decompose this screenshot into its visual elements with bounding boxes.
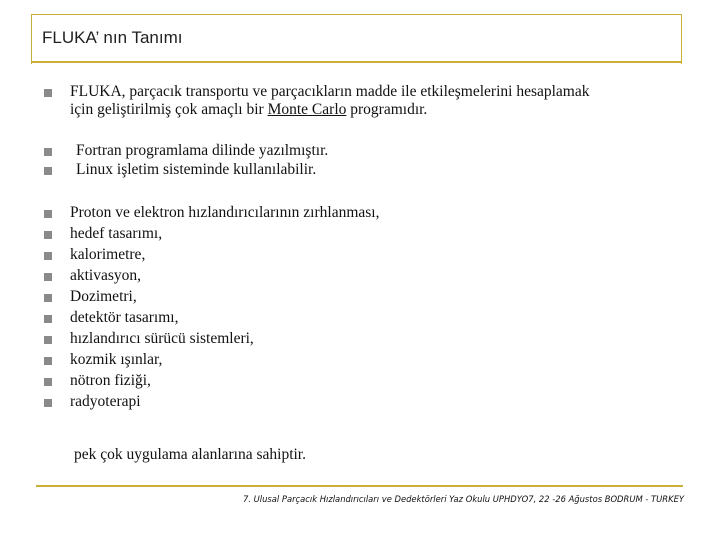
application-item: radyoterapi — [70, 393, 141, 410]
feature-item: Linux işletim sisteminde kullanılabilir. — [76, 161, 317, 178]
frame-right-line — [681, 14, 682, 64]
bullet-square-icon — [44, 315, 52, 323]
bullet-square-icon — [44, 89, 52, 97]
bullet-square-icon — [44, 336, 52, 344]
application-item: hedef tasarımı, — [70, 225, 163, 242]
application-item: Dozimetri, — [70, 288, 137, 305]
application-item: hızlandırıcı sürücü sistemleri, — [70, 330, 254, 347]
footer-text: 7. Ulusal Parçacık Hızlandırıcıları ve Dedektörleri Yaz Okulu UPHDYO7, 22 -26 Ağustos BODRUM - TURKEY — [243, 494, 684, 504]
footer-divider — [36, 485, 683, 487]
bullet-square-icon — [44, 231, 52, 239]
bullet-square-icon — [44, 210, 52, 218]
frame-top-line — [31, 14, 681, 15]
closing-text: pek çok uygulama alanlarına sahiptir. — [74, 446, 306, 463]
monte-carlo-link[interactable]: Monte Carlo — [267, 101, 347, 118]
bullet-square-icon — [44, 399, 52, 407]
application-item: nötron fiziği, — [70, 372, 151, 389]
application-item: kozmik ışınlar, — [70, 351, 163, 368]
intro-line-2-start: için geliştirilmiş çok amaçlı bir — [70, 101, 268, 118]
bullet-square-icon — [44, 378, 52, 386]
bullet-square-icon — [44, 294, 52, 302]
application-item: detektör tasarımı, — [70, 309, 179, 326]
application-item: aktivasyon, — [70, 267, 142, 284]
intro-line-1: FLUKA, parçacık transportu ve parçacıkların madde ile etkileşmelerini hesaplamak — [70, 83, 590, 100]
intro-line-2-end: programıdır. — [346, 101, 428, 118]
intro-line-2 — [70, 101, 427, 119]
bullet-square-icon — [44, 252, 52, 260]
slide-title: FLUKA’ nın Tanımı — [42, 28, 183, 47]
title-divider — [31, 61, 682, 63]
application-item: kalorimetre, — [70, 246, 146, 263]
application-item: Proton ve elektron hızlandırıcılarının zırhlanması, — [70, 204, 380, 221]
bullet-square-icon — [44, 167, 52, 175]
bullet-square-icon — [44, 148, 52, 156]
feature-item: Fortran programlama dilinde yazılmıştır. — [76, 142, 329, 159]
bullet-square-icon — [44, 273, 52, 281]
frame-left-line — [31, 14, 32, 64]
bullet-square-icon — [44, 357, 52, 365]
